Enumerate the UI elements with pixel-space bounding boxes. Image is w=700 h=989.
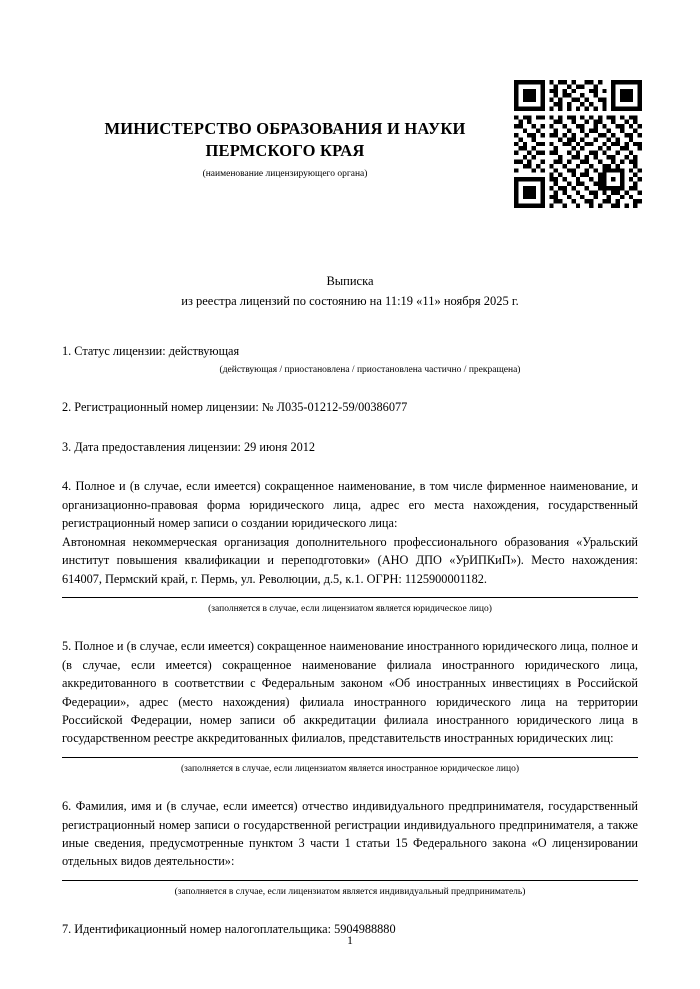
item-5-text: 5. Полное и (в случае, если имеется) сокращенное наименование иностранного юридического лица, полное и (в случае, если имеется) сокращенное наименование филиала иностранного юридического лица, аккредитованного в соответствии с Федеральным законом «Об иностранных инвестициях в Российской Федерации», адрес (место нахождения) филиала иностранного юридического лица на территории Российской Федерации, номер записи об аккредитации филиала иностранного юридического лица в государственном реестре аккредитованных филиалов, представительств иностранных юридических лиц:: [62, 639, 638, 746]
item-1-status: [62, 342, 638, 378]
item-5-rule: [62, 757, 638, 758]
item-6-note: (заполняется в случае, если лицензиатом является индивидуальный предприниматель): [174, 886, 526, 897]
qr-code: [514, 80, 642, 208]
title-line-2: из реестра лицензий по состоянию на 11:19 «11» ноября 2025 г.: [181, 294, 519, 309]
document-items: [62, 342, 638, 939]
document-title: [62, 271, 638, 312]
item-5-foreign-entity: [62, 637, 638, 776]
item-5-note: (заполняется в случае, если лицензиатом является иностранное юридическое лицо): [181, 763, 519, 774]
title-line-1: Выписка: [326, 273, 374, 288]
item-6-text: 6. Фамилия, имя и (в случае, если имеется) отчество индивидуального предпринимателя, государственный регистрационный номер записи о государственной регистрации индивидуального предпринимателя, а также иные сведения, предусмотренные пунктом 3 части 1 статьи 15 Федерального закона «О лицензировании отдельных видов деятельности»:: [62, 799, 638, 869]
item-2-text: 2. Регистрационный номер лицензии: № Л035-01212-59/00386077: [62, 400, 408, 415]
item-3-issue-date: [62, 438, 638, 456]
item-4-text: 4. Полное и (в случае, если имеется) сокращенное наименование, в том числе фирменное наименование, и организационно-правовая форма юридического лица, адрес его места нахождения, государственный регистрационный номер записи о создании юридического лица:: [62, 479, 638, 531]
header-subtitle: (наименование лицензирующего органа): [202, 168, 368, 179]
item-2-registration-number: [62, 398, 638, 416]
item-4-note: (заполняется в случае, если лицензиатом является юридическое лицо): [208, 603, 492, 614]
page-number: 1: [347, 935, 353, 947]
item-4-legal-entity: [62, 477, 638, 616]
header-line-2: ПЕРМСКОГО КРАЯ: [205, 141, 365, 161]
qr-code-image: [514, 80, 642, 208]
item-7-text: 7. Идентификационный номер налогоплательщика: 5904988880: [62, 922, 396, 937]
item-1-text: 1. Статус лицензии: действующая: [62, 343, 240, 358]
item-4-rule: [62, 597, 638, 598]
item-6-rule: [62, 880, 638, 881]
item-4-value: Автономная некоммерческая организация дополнительного профессионального образования «Уральский институт повышения квалификации и переподготовки» (АНО ДПО «УрИПКиП»). Место нахождения: 614007, Пермский край, г. Пермь, ул. Революции, д.5, к.1. ОГРН: 1125900001182.: [62, 534, 638, 586]
item-1-note: (действующая / приостановлена / приостановлена частично / прекращена): [219, 365, 521, 376]
header-line-1: МИНИСТЕРСТВО ОБРАЗОВАНИЯ И НАУКИ: [104, 119, 466, 138]
item-6-individual-entrepreneur: [62, 797, 638, 899]
item-3-text: 3. Дата предоставления лицензии: 29 июня 2012: [62, 439, 316, 454]
